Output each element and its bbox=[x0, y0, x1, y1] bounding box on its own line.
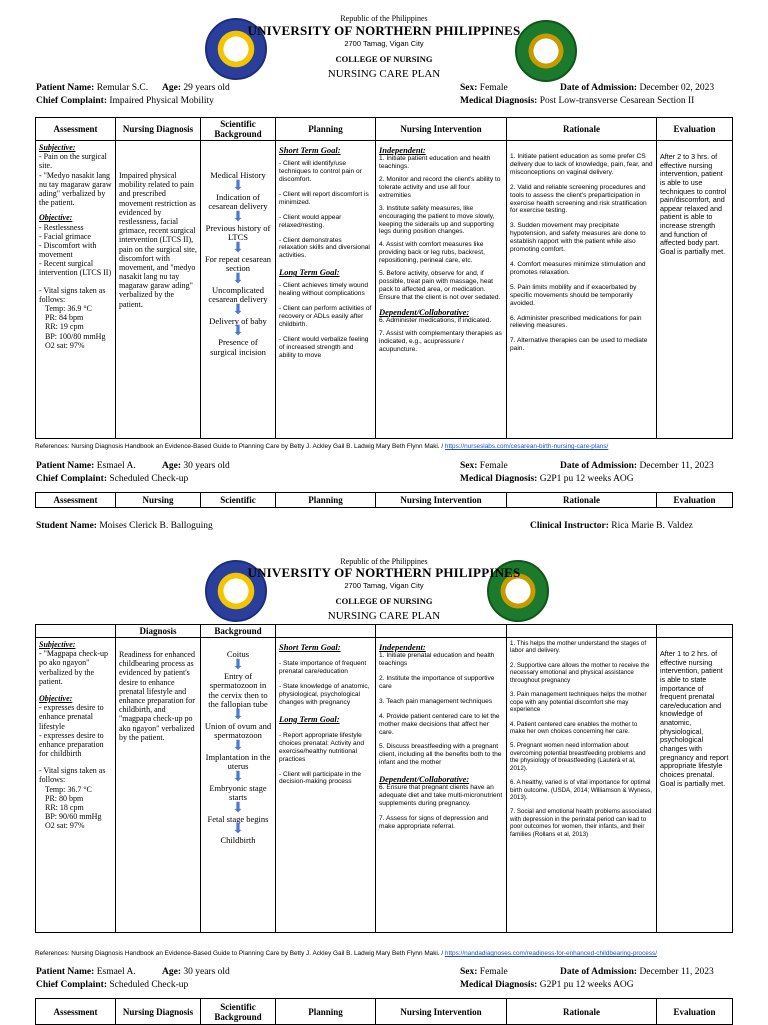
plan-title: NURSING CARE PLAN bbox=[327, 610, 441, 622]
patient-info-sex: Sex: Female bbox=[460, 83, 508, 93]
col-background: Background bbox=[201, 625, 276, 638]
rationale-item: 6. Administer prescribed medications for pain relieving measures. bbox=[510, 314, 642, 330]
flow-step: Medical History bbox=[210, 170, 266, 180]
patient-info-diagnosis: Medical Diagnosis: G2P1 pu 12 weeks AOG bbox=[460, 474, 634, 484]
care-plan-table-2 bbox=[35, 624, 733, 933]
independent-label: Independent: bbox=[379, 642, 426, 652]
flow-step: Delivery of baby bbox=[209, 315, 267, 326]
intervention-cell bbox=[376, 638, 507, 933]
rationale-cell bbox=[507, 141, 657, 439]
patient-info-name: Patient Name: Esmael A. bbox=[36, 967, 136, 977]
rationale-item: 2. Supportive care allows the mother to receive the necessary emotional and physical assistance throughout pregnancy bbox=[510, 661, 650, 684]
patient-info-name: Patient Name: Esmael A. bbox=[36, 461, 136, 471]
patient-info-admission: Date of Admission: December 11, 2023 bbox=[560, 461, 714, 471]
care-plan-table-1 bbox=[35, 117, 733, 439]
subjective-item: - "Medyo nasakit lang nu tay magaraw garaw ading" verbalized by the patient. bbox=[39, 170, 112, 208]
vital-sign: Temp: 36.9 °C bbox=[45, 304, 92, 313]
reference-link[interactable]: https://nandadiagnoses.com/readiness-for-enhanced-childbearing-process/ bbox=[444, 950, 658, 957]
college-name: COLLEGE OF NURSING bbox=[335, 54, 433, 64]
col-planning: Planning bbox=[276, 118, 376, 141]
intervention-item: 4. Assist with comfort measures like providing back or leg rubs, backrest, repositioning, perineal care, etc. bbox=[379, 241, 485, 265]
patient-info-complaint: Chief Complaint: Impaired Physical Mobility bbox=[36, 96, 214, 106]
university-name: UNIVERSITY OF NORTHERN PHILIPPINES bbox=[247, 23, 521, 38]
rationale-item: 4. Comfort measures minimize stimulation and promotes relaxation. bbox=[510, 260, 646, 276]
patient-info-sex: Sex: Female bbox=[460, 967, 508, 977]
dependent-label: Dependent/Collaborative: bbox=[379, 774, 470, 785]
intervention-item: 5. Discuss breastfeeding with a pregnant client, including all the benefits both to the infant and the mother bbox=[379, 743, 502, 767]
col-rationale: Rationale bbox=[507, 999, 657, 1025]
col-planning: Planning bbox=[276, 999, 376, 1025]
vitals-intro: - Vital signs taken as follows: bbox=[39, 285, 106, 304]
col-rationale: Rationale bbox=[507, 493, 657, 508]
goal-item: - Client will participate in the decision-making process bbox=[279, 770, 362, 786]
intervention-item: 4. Provide patient centered care to let the mother make decisions that affect her care. bbox=[379, 712, 500, 736]
col-planning bbox=[276, 625, 376, 638]
col-evaluation: Evaluation bbox=[657, 118, 733, 141]
intervention-item: 6. Administer medications, if indicated. bbox=[379, 316, 492, 324]
planning-cell bbox=[276, 638, 376, 933]
vital-sign: BP: 90/60 mmHg bbox=[45, 812, 102, 822]
subjective-label: Subjective: bbox=[39, 143, 76, 152]
vital-sign: O2 sat: 97% bbox=[45, 821, 85, 831]
goal-item: - State importance of frequent prenatal care/education bbox=[279, 660, 367, 676]
objective-item: - Restlessness bbox=[39, 222, 84, 232]
goal-item: - Client will identify/use techniques to control pain or discomfort. bbox=[279, 160, 362, 183]
rationale-item: 7. Social and emotional health problems associated with depression in the perinatal period can lead to poor outcomes for women, their infants, and their families (Rollans et al, 2013) bbox=[510, 808, 652, 838]
patient-info-age: Age: 30 years old bbox=[162, 967, 230, 977]
down-arrow-icon: ⬇ bbox=[232, 800, 244, 816]
rationale-item: 2. Valid and reliable screening procedures and tools to assess the client's preparticipation in exercise health screening and risk stratification for exercise testing. bbox=[510, 183, 647, 215]
col-intervention: Nursing Intervention bbox=[376, 493, 507, 508]
vitals-intro: - Vital signs taken as follows: bbox=[39, 766, 106, 785]
objective-item: - Discomfort with movement bbox=[39, 240, 97, 260]
republic-text: Republic of the Philippines bbox=[340, 557, 428, 566]
flow-step: Implantation in the uterus bbox=[205, 751, 271, 772]
evaluation-cell: After 2 to 3 hrs. of effective nursing intervention, patient is able to use techniques to control pain/discomfort, and appear relaxed and patient is able to increase strength and function of affected body part. Goal is partially met. bbox=[657, 141, 733, 439]
patient-info-diagnosis: Medical Diagnosis: G2P1 pu 12 weeks AOG bbox=[460, 980, 634, 990]
col-intervention: Nursing Intervention bbox=[376, 118, 507, 141]
flow-step: For repeat cesarean section bbox=[204, 253, 272, 274]
goal-item: - Report appropriate lifestyle choices prenatal: Activity and exercise/healthy nutritional practices bbox=[279, 731, 365, 763]
intervention-item: 3. Teach pain management techniques bbox=[379, 697, 493, 705]
intervention-cell bbox=[376, 141, 507, 439]
flow-step: Embryonic stage starts bbox=[209, 782, 267, 803]
col-assessment: Assessment bbox=[36, 493, 116, 508]
down-arrow-icon: ⬇ bbox=[232, 240, 244, 256]
col-rationale: Rationale bbox=[507, 118, 657, 141]
col-background: Scientific bbox=[201, 493, 276, 508]
subjective-label: Subjective: bbox=[39, 640, 76, 649]
patient-info-admission: Date of Admission: December 11, 2023 bbox=[560, 967, 714, 977]
subjective-item: - "Magpapa check-up po ako ngayon" verbalized by the patient. bbox=[39, 649, 109, 686]
down-arrow-icon: ⬇ bbox=[232, 178, 244, 194]
patient-info-sex: Sex: Female bbox=[460, 461, 508, 471]
col-diagnosis: Diagnosis bbox=[116, 625, 201, 638]
down-arrow-icon: ⬇ bbox=[232, 209, 244, 225]
down-arrow-icon: ⬇ bbox=[232, 707, 244, 723]
rationale-item: 5. Pregnant women need information about overcoming potential breastfeeding problems and the physiology of breastfeeding (Lauterà et al, 2012). bbox=[510, 742, 646, 772]
independent-label: Independent: bbox=[379, 145, 426, 155]
care-plan-table-header-partial bbox=[35, 492, 733, 508]
flow-step: Union of ovum and spermatozoon bbox=[204, 720, 272, 741]
vital-sign: PR: 80 bpm bbox=[45, 793, 84, 803]
down-arrow-icon: ⬇ bbox=[232, 657, 244, 673]
col-diagnosis: Nursing Diagnosis bbox=[116, 118, 201, 141]
patient-info-name: Patient Name: Remular S.C. bbox=[36, 83, 149, 93]
rationale-item: 3. Sudden movement may precipitate hypotension, and safety measures are done to establish rapport with the patient while also promoting comfort. bbox=[510, 222, 646, 254]
republic-text: Republic of the Philippines bbox=[340, 14, 428, 23]
rationale-cell bbox=[507, 638, 657, 933]
down-arrow-icon: ⬇ bbox=[232, 324, 244, 340]
reference-link[interactable]: https://nurseslabs.com/cesarean-birth-nursing-care-plans/ bbox=[444, 443, 609, 450]
planning-cell bbox=[276, 141, 376, 439]
intervention-item: 6. Ensure that pregnant clients have an adequate diet and take multi-micronutrient supplements during pregnancy. bbox=[379, 784, 503, 808]
college-name: COLLEGE OF NURSING bbox=[335, 596, 433, 606]
assessment-cell bbox=[36, 141, 116, 439]
col-evaluation: Evaluation bbox=[657, 999, 733, 1025]
down-arrow-icon: ⬇ bbox=[232, 738, 244, 754]
col-intervention bbox=[376, 625, 507, 638]
col-planning: Planning bbox=[276, 493, 376, 508]
flow-step: Presence of surgical incision bbox=[210, 337, 266, 357]
objective-item: - expresses desire to enhance preparation for childbirth bbox=[39, 730, 104, 759]
reference-line-2: References: Nursing Diagnosis Handbook an Evidence-Based Guide to Planning Care by Betty J. Ackley Gail B. Ladwig Mary Beth Flynn Maki. / https://nandadiagnoses.com/readiness-for-enhanced-childbearing-process/ bbox=[35, 950, 658, 957]
vital-sign: Temp: 36.7 °C bbox=[45, 784, 92, 794]
down-arrow-icon: ⬇ bbox=[232, 271, 244, 287]
flow-step: Previous history of LTCS bbox=[205, 222, 271, 243]
patient-info-age: Age: 30 years old bbox=[162, 461, 230, 471]
background-flow bbox=[201, 638, 276, 933]
rationale-item: 4. Patient centered care enables the mother to make her own choices concerning her care. bbox=[510, 720, 638, 735]
down-arrow-icon: ⬇ bbox=[232, 769, 244, 785]
assessment-cell bbox=[36, 638, 116, 933]
objective-label: Objective: bbox=[39, 213, 73, 223]
flow-step: Fetal stage begins bbox=[207, 813, 269, 824]
intervention-item: 7. Assist with complementary therapies as indicated, e.g., acupressure / acupuncture. bbox=[379, 329, 502, 353]
rationale-item: 7. Alternative therapies can be used to mediate pain. bbox=[510, 337, 648, 353]
vital-sign: PR: 84 bpm bbox=[45, 313, 84, 323]
goal-item: - Client achieves timely wound healing without complications bbox=[279, 282, 369, 298]
intervention-item: 2. Institute the importance of supportive care bbox=[379, 675, 495, 690]
col-assessment: Assessment bbox=[36, 118, 116, 141]
long-term-goal-label: Long Term Goal: bbox=[279, 713, 340, 724]
long-term-goal-label: Long Term Goal: bbox=[279, 267, 340, 278]
col-intervention: Nursing Intervention bbox=[376, 999, 507, 1025]
rationale-item: 3. Pain management techniques helps the mother cope with any potential discomfort she may experience bbox=[510, 691, 647, 714]
rationale-item: 6. A healthy, varied is of vital importance for optimal birth outcome. (USDA, 2014; Williamson & Wyness, 2013). bbox=[510, 779, 652, 801]
patient-info-admission: Date of Admission: December 02, 2023 bbox=[560, 83, 715, 93]
patient-info-age: Age: 29 years old bbox=[162, 83, 230, 93]
subjective-item: - Pain on the surgical site. bbox=[39, 152, 107, 171]
flow-step: Entry of spermatozoon in the cervix then to the fallopian tube bbox=[208, 670, 268, 710]
goal-item: - Client can perform activities of recovery or ADLs easily after childbirth. bbox=[279, 305, 372, 329]
goal-item: - Client will report discomfort is minimized. bbox=[279, 190, 369, 206]
flow-step: Coitus bbox=[226, 649, 250, 659]
university-name: UNIVERSITY OF NORTHERN PHILIPPINES bbox=[247, 565, 521, 580]
flow-step: Uncomplicated cesarean delivery bbox=[208, 284, 268, 305]
goal-item: - Client would appear relaxed/resting. bbox=[279, 213, 342, 229]
col-diagnosis: Nursing Diagnosis bbox=[116, 999, 201, 1025]
intervention-item: 3. Institute safety measures, like encouraging the patient to move slowly, keeping the siderails up and supporting legs during position changes. bbox=[379, 204, 495, 236]
short-term-goal-label: Short Term Goal: bbox=[279, 642, 341, 652]
student-name: Student Name: Moises Clerick B. Balloguing bbox=[36, 521, 213, 531]
intervention-item: 1. Initiate prenatal education and health teachings bbox=[379, 652, 495, 668]
objective-item: - expresses desire to enhance prenatal lifestyle bbox=[39, 703, 104, 731]
clinical-instructor: Clinical Instructor: Rica Marie B. Valdez bbox=[530, 521, 693, 531]
intervention-item: 1. Initiate patient education and health teachings. bbox=[379, 155, 491, 171]
down-arrow-icon: ⬇ bbox=[232, 302, 244, 318]
university-address: 2700 Tamag, Vigan City bbox=[344, 581, 424, 590]
flow-step: Childbirth bbox=[220, 835, 256, 846]
background-flow bbox=[201, 141, 276, 439]
vital-sign: RR: 18 cpm bbox=[45, 803, 84, 812]
evaluation-cell: After 1 to 2 hrs. of effective nursing intervention, patient is able to state importance of frequent prenatal care/education and knowledge of anatomic, physiological, psychological changes with pregnancy and report appropriate lifestyle choices prenatal. Goal is partially met. bbox=[657, 638, 733, 933]
col-assessment: Assessment bbox=[36, 999, 116, 1025]
university-address: 2700 Tamag, Vigan City bbox=[344, 39, 424, 48]
vital-sign: RR: 19 cpm bbox=[45, 322, 84, 332]
col-rationale bbox=[507, 625, 657, 638]
rationale-item: 1. Initiate patient education as some prefer CS delivery due to lack of knowledge, pain, fear, and misconceptions on vaginal delivery. bbox=[510, 153, 653, 176]
rationale-item: 5. Pain limits mobility and if exacerbated by specific movements should be temporarily avoided. bbox=[510, 283, 637, 307]
vital-sign: O2 sat: 97% bbox=[45, 340, 85, 350]
vital-sign: BP: 100/80 mmHg bbox=[45, 331, 106, 341]
objective-label: Objective: bbox=[39, 693, 73, 703]
flow-step: Indication of cesarean delivery bbox=[208, 191, 268, 212]
diagnosis-cell: Readiness for enhanced childbearing process as evidenced by patient's desire to enhance prenatal lifestyle and enhance preparation for childbirth, and "magpapa check-up po ako ngayon" verbalized by the patient. bbox=[116, 638, 201, 933]
patient-info-diagnosis: Medical Diagnosis: Post Low-transverse Cesarean Section II bbox=[460, 96, 695, 106]
down-arrow-icon: ⬇ bbox=[232, 822, 244, 838]
intervention-item: 5. Before activity, observe for and, if possible, treat pain with massage, heat pack to affected area, or medication. Ensure that the client is not over sedated. bbox=[379, 270, 501, 301]
short-term-goal-label: Short Term Goal: bbox=[279, 145, 341, 155]
patient-info-complaint: Chief Complaint: Scheduled Check-up bbox=[36, 980, 189, 990]
col-diagnosis: Nursing bbox=[116, 493, 201, 508]
rationale-item: 1. This helps the mother understand the stages of labor and delivery. bbox=[510, 640, 647, 655]
col-background: Scientific Background bbox=[201, 999, 276, 1025]
objective-item: - Facial grimace bbox=[39, 231, 91, 241]
goal-item: - Client demonstrates relaxation skills and diversional activities. bbox=[279, 236, 370, 260]
goal-item: - State knowledge of anatomic, physiological, psychological changes with pregnancy bbox=[279, 683, 370, 706]
plan-title: NURSING CARE PLAN bbox=[327, 68, 441, 80]
col-background: Scientific Background bbox=[201, 118, 276, 141]
diagnosis-cell: Impaired physical mobility related to pain and prescribed movement restriction as evidenced by restlessness, facial grimace, recent surgical intervention (LTCS II), pain on the surgical site, discomfort with movement, and "medyo nasakit lang nu tay magaraw garaw ading" verbalized by the patient. bbox=[116, 141, 201, 439]
col-assessment bbox=[36, 625, 116, 638]
reference-line-1: References: Nursing Diagnosis Handbook an Evidence-Based Guide to Planning Care by Betty J. Ackley Gail B. Ladwig Mary Beth Flynn Maki. / https://nurseslabs.com/cesarean-birth-nursing-care-plans/ bbox=[35, 443, 609, 450]
goal-item: - Client would verbalize feeling of increased strength and ability to move bbox=[279, 335, 369, 359]
objective-item: - Recent surgical intervention (LTCS II) bbox=[39, 259, 112, 278]
intervention-item: 7. Assess for signs of depression and make appropriate referral. bbox=[379, 815, 489, 830]
patient-info-complaint: Chief Complaint: Scheduled Check-up bbox=[36, 474, 189, 484]
care-plan-table-3-header bbox=[35, 998, 733, 1025]
col-evaluation: Evaluation bbox=[657, 493, 733, 508]
intervention-item: 2. Monitor and record the client's ability to tolerate activity and use all four extremities bbox=[379, 176, 501, 199]
col-evaluation bbox=[657, 625, 733, 638]
dependent-label: Dependent/Collaborative: bbox=[379, 306, 470, 317]
